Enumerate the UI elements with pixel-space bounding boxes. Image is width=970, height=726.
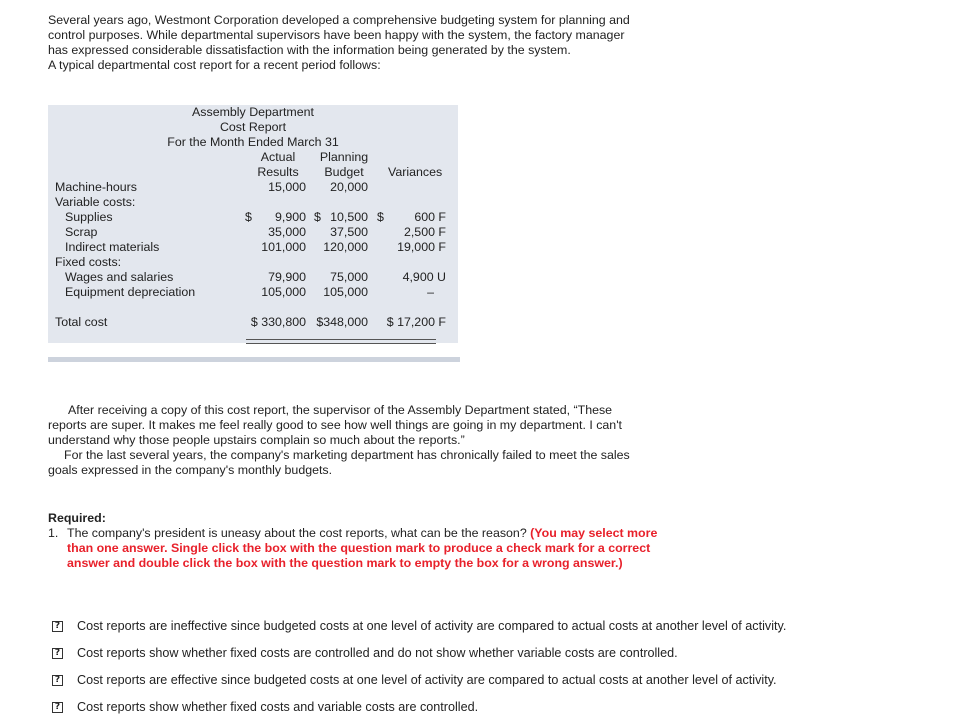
answer-text: Cost reports show whether fixed costs and variable costs are controlled. (77, 700, 479, 714)
row-label: Indirect materials (65, 240, 160, 254)
required-section (48, 511, 668, 571)
answer-option-4 (52, 700, 478, 714)
section-label: Variable costs: (55, 195, 136, 209)
row-label: Wages and salaries (65, 270, 174, 284)
question-checkbox[interactable]: ? (52, 648, 63, 659)
question-checkbox[interactable]: ? (52, 702, 63, 713)
cell-budget: 75,000 (330, 270, 368, 284)
row-label: Equipment depreciation (65, 285, 196, 299)
cell-actual: 9,900 (274, 210, 306, 224)
text-line: goals expressed in the company's monthly budgets. (48, 463, 333, 477)
cell-actual: 101,000 (261, 240, 306, 254)
cell-variance: 600 F (414, 210, 446, 224)
cell-actual: 35,000 (268, 225, 306, 239)
cost-report (48, 105, 458, 343)
answer-text: Cost reports show whether fixed costs are controlled and do not show whether variable costs are controlled. (77, 646, 678, 660)
text-line: For the last several years, the company's marketing department has chronically failed to meet the sales (64, 448, 630, 462)
currency-sign: $ (314, 210, 321, 224)
question-checkbox[interactable]: ? (52, 621, 63, 632)
row-label: Machine-hours (55, 180, 137, 194)
cell-variance-total: $ 17,200 F (386, 315, 446, 329)
col-budget-line2: Budget (324, 165, 364, 179)
report-bottom-strip (48, 357, 460, 362)
cell-variance: 4,900 U (402, 270, 446, 284)
col-variances: Variances (388, 165, 443, 179)
currency-sign: $ (377, 210, 384, 224)
intro-line: has expressed considerable dissatisfaction with the information being generated by the system. (48, 43, 571, 57)
cell-actual-total: $ 330,800 (250, 315, 306, 329)
question-checkbox[interactable]: ? (52, 675, 63, 686)
question-body (67, 526, 668, 571)
report-title: Assembly Department (192, 105, 314, 119)
row-label: Scrap (65, 225, 98, 239)
question-number: 1. (48, 526, 59, 540)
report-period: For the Month Ended March 31 (167, 135, 339, 149)
cell-budget: 37,500 (330, 225, 368, 239)
row-label: Supplies (65, 210, 113, 224)
answer-option-2 (52, 646, 678, 660)
double-underline (246, 339, 436, 344)
currency-sign: $ (245, 210, 252, 224)
answer-option-1 (52, 619, 786, 633)
intro-line: control purposes. While departmental supervisors have been happy with the system, the factory manager (48, 28, 625, 42)
answer-text: Cost reports are effective since budgeted costs at one level of activity are compared to actual costs at another level of activity. (77, 673, 777, 687)
row-label: Total cost (55, 315, 108, 329)
cell-actual: 105,000 (261, 285, 306, 299)
cell-budget: 105,000 (323, 285, 368, 299)
text-line: understand why those people upstairs complain so much about the reports.” (48, 433, 465, 447)
cell-actual: 79,900 (268, 270, 306, 284)
cell-budget-total: $348,000 (316, 315, 368, 329)
required-header: Required: (48, 511, 106, 525)
col-actual-line2: Results (257, 165, 299, 179)
intro-line: Several years ago, Westmont Corporation developed a comprehensive budgeting system for planning and (48, 13, 630, 27)
answer-option-3 (52, 673, 777, 687)
question-text: The company's president is uneasy about the cost reports, what can be the reason? (67, 526, 527, 540)
question (48, 526, 668, 571)
supervisor-paragraph (48, 403, 673, 478)
answer-text: Cost reports are ineffective since budgeted costs at one level of activity are compared to actual costs at another level of activity. (77, 619, 787, 633)
cell-budget: 10,500 (330, 210, 368, 224)
cell-budget: 20,000 (330, 180, 368, 194)
cell-budget: 120,000 (323, 240, 368, 254)
question-instruction: (You may select more than one answer. Single click the box with the question mark to produce a check mark for a correct answer and double click the box with the question mark to empty the box for a wrong answer.) (67, 526, 658, 570)
section-label: Fixed costs: (55, 255, 122, 269)
intro-line: A typical departmental cost report for a recent period follows: (48, 58, 381, 72)
intro-paragraph (48, 13, 673, 73)
cell-variance: 2,500 F (403, 225, 446, 239)
cell-variance: – (427, 285, 434, 299)
text-line: reports are super. It makes me feel really good to see how well things are going in my department. I can't (48, 418, 623, 432)
cell-actual: 15,000 (268, 180, 306, 194)
col-budget-line1: Planning (319, 150, 369, 164)
text-line: After receiving a copy of this cost report, the supervisor of the Assembly Department stated, “These (68, 403, 613, 417)
col-actual-line1: Actual (260, 150, 296, 164)
report-subtitle: Cost Report (219, 120, 287, 134)
cell-variance: 19,000 F (397, 240, 446, 254)
